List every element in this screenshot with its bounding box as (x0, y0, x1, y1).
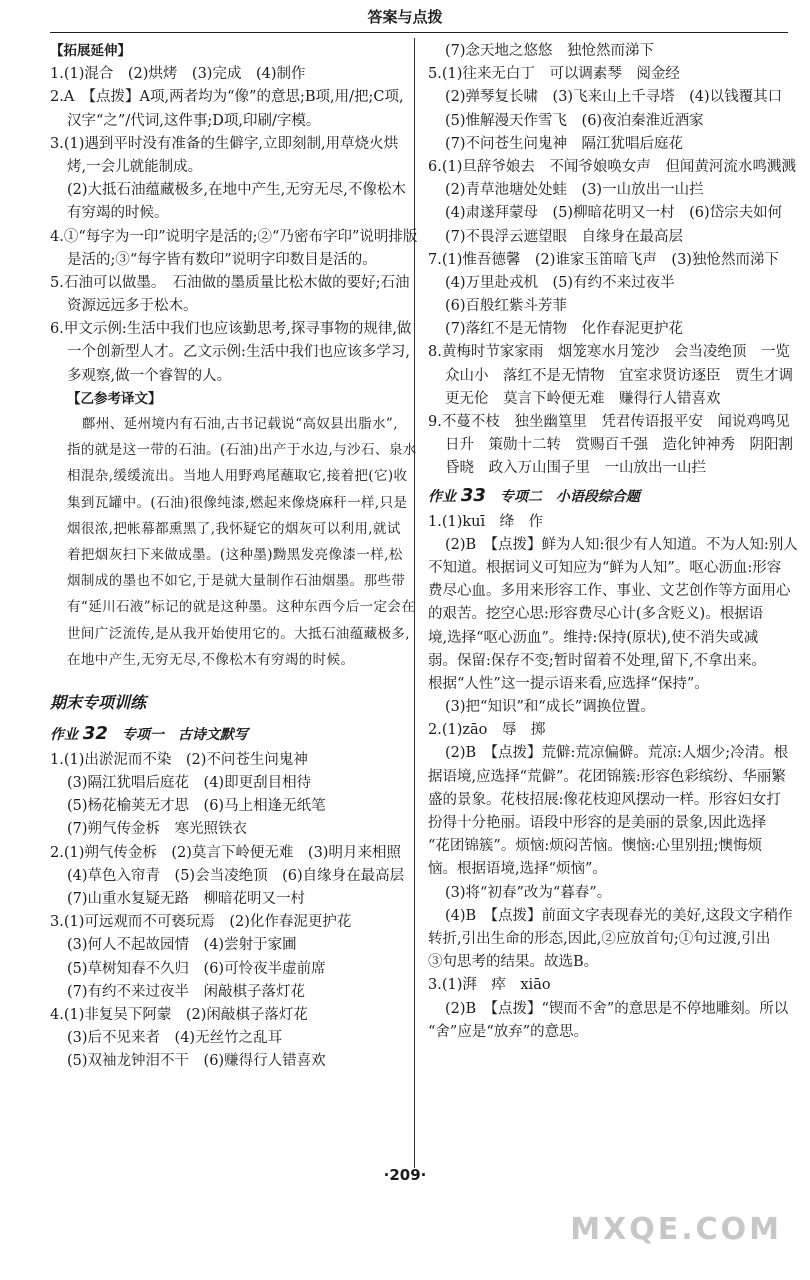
answer-line: (5)杨花榆荚无才思 (6)马上相逢无纸笔 (67, 798, 326, 815)
left-column (50, 40, 418, 1074)
watermark-logo: MXQE.COM (570, 1212, 782, 1247)
answer-line: 转折,引出生命的形态,因此,②应放首句;①句过渡,引出 (428, 930, 771, 947)
answer-line: 弱。保留:保存不变;暂时留着不处理,留下,不拿出来。 (428, 652, 766, 669)
section-title: 期末专项训练 (50, 692, 147, 712)
answer-line: 昏晓 政入万山围子里 一山放出一山拦 (445, 460, 706, 477)
answer-line: 9.不蔓不枝 独坐幽篁里 凭君传语报平安 闻说鸡鸣见 (428, 414, 790, 430)
answer-line: (7)落红不是无情物 化作春泥更护花 (445, 321, 684, 338)
answer-line: “花团锦簇”。烦恼:烦闷苦恼。懊恼:心里别扭;懊悔烦 (428, 838, 762, 855)
answer-line: 多观察,做一个睿智的人。 (67, 367, 232, 384)
answer-line: (2)弹琴复长啸 (3)飞来山上千寻塔 (4)以钱覆其口 (445, 89, 783, 106)
translation-line: 鄜州、延州境内有石油,古书记载说“高奴县出脂水”, (82, 416, 398, 432)
answer-line: 境,选择“呕心沥血”。维持:保持(原状),使不消失或减 (428, 629, 759, 646)
task-33-heading (428, 481, 788, 511)
page-number: ·209· (383, 1166, 427, 1184)
answer-line: 4.(1)非复吴下阿蒙 (2)闲敲棋子落灯花 (50, 1006, 308, 1023)
answer-line: 7.(1)惟吾德馨 (2)谁家玉笛暗飞声 (3)独怆然而涕下 (428, 251, 779, 268)
answer-line: 是活的;③“每字皆有数印”说明字印数目是活的。 (67, 251, 377, 268)
answer-line: 更无伦 莫言下岭便无难 赚得行人错喜欢 (445, 390, 721, 407)
answer-line: 汉字“之”/代词,这件事;D项,印刷/字模。 (67, 112, 321, 129)
answer-line: (6)百般红紫斗芳菲 (445, 298, 568, 315)
translation-line: 烟很浓,把帐幕都熏黑了,我怀疑它的烟灰可以利用,就试 (67, 520, 401, 537)
answer-line: 3.(1)遇到平时没有准备的生僻字,立即刻制,用草烧火烘 (50, 135, 399, 152)
answer-line: (7)山重水复疑无路 柳暗花明又一村 (67, 891, 306, 907)
right-column (428, 40, 798, 1044)
answer-line: 4.①“每字为一印”说明字是活的;②“乃密布字印”说明排版 (50, 228, 418, 245)
answer-line: (3)把“知识”和“成长”调换位置。 (445, 699, 655, 716)
answer-line: (2)大抵石油蕴藏极多,在地中产生,无穷无尽,不像松木 (67, 182, 406, 199)
answer-line: 3.(1)湃 瘁 xiāo (428, 977, 551, 994)
answer-line: (4)肃遂拜蒙母 (5)柳暗花明又一村 (6)岱宗夫如何 (445, 205, 783, 222)
answer-line: (7)念天地之悠悠 独怆然而涕下 (445, 43, 655, 59)
answer-line: 据语境,应选择“荒僻”。花团锦簇:形容色彩缤纷、华丽繁 (428, 768, 786, 785)
answer-line: (7)朔气传金柝 寒光照铁衣 (67, 821, 248, 838)
task-title: 专项一 古诗文默写 (107, 726, 248, 743)
task-title: 专项二 小语段综合题 (485, 488, 640, 505)
answer-line: 资源远远多于松木。 (67, 298, 198, 315)
answer-line: 恼。根据语境,选择“烦恼”。 (428, 861, 607, 878)
answer-line: 扮得十分艳丽。语段中形容的是美丽的景象,因此选择 (428, 815, 767, 831)
answer-line: (2)B 【点拨】“锲而不舍”的意思是不停地雕刻。所以 (445, 1000, 789, 1017)
answer-line: (4)B 【点拨】前面文字表现春光的美好,这段文字稍作 (445, 907, 793, 924)
translation-text (50, 411, 417, 673)
answer-line: 5.(1)往来无白丁 可以调素琴 阅金经 (428, 66, 680, 83)
answer-line: (5)惟解漫天作雪飞 (6)夜泊秦淮近酒家 (445, 112, 704, 129)
translation-heading: 【乙参考译文】 (67, 390, 162, 407)
answer-line: (3)将“初春”改为“暮春”。 (445, 884, 612, 901)
answer-line: 根据“人性”这一提示语来看,应选择“保持”。 (428, 675, 709, 692)
answer-line: (2)青草池塘处处蛙 (3)一山放出一山拦 (445, 182, 704, 199)
answer-line: (3)何人不起故园情 (4)尝射于家圃 (67, 937, 297, 954)
answer-line: (4)万里赴戎机 (5)有约不来过夜半 (445, 274, 675, 291)
translation-line: 着把烟灰扫下来做成墨。(这种墨)黝黑发亮像漆一样,松 (67, 546, 403, 563)
task-number: 33 (460, 484, 486, 506)
answer-line: (7)有约不来过夜半 闲敲棋子落灯花 (67, 983, 306, 1000)
translation-line: 烟制成的墨也不如它,于是就大量制作石油烟墨。那些带 (67, 573, 406, 590)
answer-line: 的艰苦。挖空心思:形容费尽心计(多含贬义)。根据语 (428, 606, 764, 623)
answer-line: 不知道。根据词义可知应为“鲜为人知”。呕心沥血:形容 (428, 559, 782, 576)
answer-line: (2)B 【点拨】鲜为人知:很少有人知道。不为人知:别人 (445, 536, 798, 553)
answer-line: 6.(1)旦辞爷娘去 不闻爷娘唤女声 但闻黄河流水鸣溅溅 (428, 158, 796, 175)
answer-line: 6.甲文示例:生活中我们也应该勤思考,探寻事物的规律,做 (50, 321, 412, 338)
task-prefix: 作业 (428, 488, 456, 505)
task-number: 32 (82, 722, 108, 744)
answer-line: (3)后不见来者 (4)无丝竹之乱耳 (67, 1030, 283, 1047)
answer-line: (7)不畏浮云遮望眼 自缘身在最高层 (445, 228, 684, 245)
translation-line: 世间广泛流传,是从我开始使用它的。大抵石油蕴藏极多, (67, 625, 410, 642)
answer-line: (7)不问苍生问鬼神 隔江犹唱后庭花 (445, 135, 684, 152)
answer-line: 日升 策勋十二转 赏赐百千强 造化钟神秀 阴阳割 (445, 437, 793, 454)
answer-line: 一个创新型人才。乙文示例:生活中我们也应该多学习, (67, 344, 410, 361)
answer-line: 2.A 【点拨】A项,两者均为“像”的意思;B项,用/把;C项, (50, 89, 404, 106)
answer-line: 2.(1)zāo 辱 掷 (428, 722, 546, 739)
task-32-heading (50, 719, 400, 749)
answer-line: (4)草色入帘青 (5)会当凌绝顶 (6)自缘身在最高层 (67, 867, 405, 884)
answer-line: 1.(1)出淤泥而不染 (2)不问苍生问鬼神 (50, 751, 308, 768)
answer-line: (3)隔江犹唱后庭花 (4)即更刮目相待 (67, 775, 312, 792)
answer-line: “舍”应是“放弃”的意思。 (428, 1023, 589, 1040)
header-title: 答案与点拨 (367, 8, 443, 26)
translation-line: 在地中产生,无穷无尽,不像松木有穷竭的时候。 (67, 651, 355, 668)
translation-line: 相混杂,缓缓流出。当地人用野鸡尾蘸取它,接着把(它)收 (67, 468, 408, 485)
answer-line: 烤,一会儿就能制成。 (67, 158, 203, 175)
answer-line: 众山小 落红不是无情物 宜室求贤访逐臣 贾生才调 (445, 367, 793, 384)
answer-line: 5.石油可以做墨。 石油做的墨质量比松木做的要好;石油 (50, 274, 410, 291)
translation-line: 指的就是这一带的石油。(石油)出产于水边,与沙石、泉水 (67, 442, 417, 459)
extension-heading: 【拓展延伸】 (50, 43, 131, 59)
answer-line: ③句思考的结果。故选B。 (428, 954, 599, 971)
answer-line: (5)草树知春不久归 (6)可怜夜半虚前席 (67, 960, 326, 977)
header-rule (50, 32, 788, 33)
answer-line: 8.黄梅时节家家雨 烟笼寒水月笼沙 会当凌绝顶 一览 (428, 344, 790, 361)
answer-line: 3.(1)可远观而不可亵玩焉 (2)化作春泥更护花 (50, 914, 352, 931)
answer-line: 1.(1)混合 (2)烘烤 (3)完成 (4)制作 (50, 66, 306, 83)
translation-line: 集到瓦罐中。(石油)很像纯漆,燃起来像烧麻秆一样,只是 (67, 494, 408, 511)
answer-line: (2)B 【点拨】荒僻:荒凉偏僻。荒凉:人烟少;冷清。根 (445, 745, 789, 762)
answer-line: (5)双袖龙钟泪不干 (6)赚得行人错喜欢 (67, 1053, 326, 1070)
answer-line: 有穷竭的时候。 (67, 205, 169, 222)
answer-line: 1.(1)kuī 绛 作 (428, 513, 544, 530)
translation-line: 有“延川石液”标记的就是这种墨。这种东西今后一定会在 (67, 599, 416, 616)
task-prefix: 作业 (50, 726, 78, 743)
page-header (0, 0, 810, 36)
answer-line: 2.(1)朔气传金柝 (2)莫言下岭便无难 (3)明月来相照 (50, 844, 401, 861)
answer-line: 盛的景象。花枝招展:像花枝迎风摆动一样。形容妇女打 (428, 791, 781, 808)
answer-line: 费尽心血。多用来形容工作、事业、文艺创作等方面用心 (428, 583, 791, 600)
